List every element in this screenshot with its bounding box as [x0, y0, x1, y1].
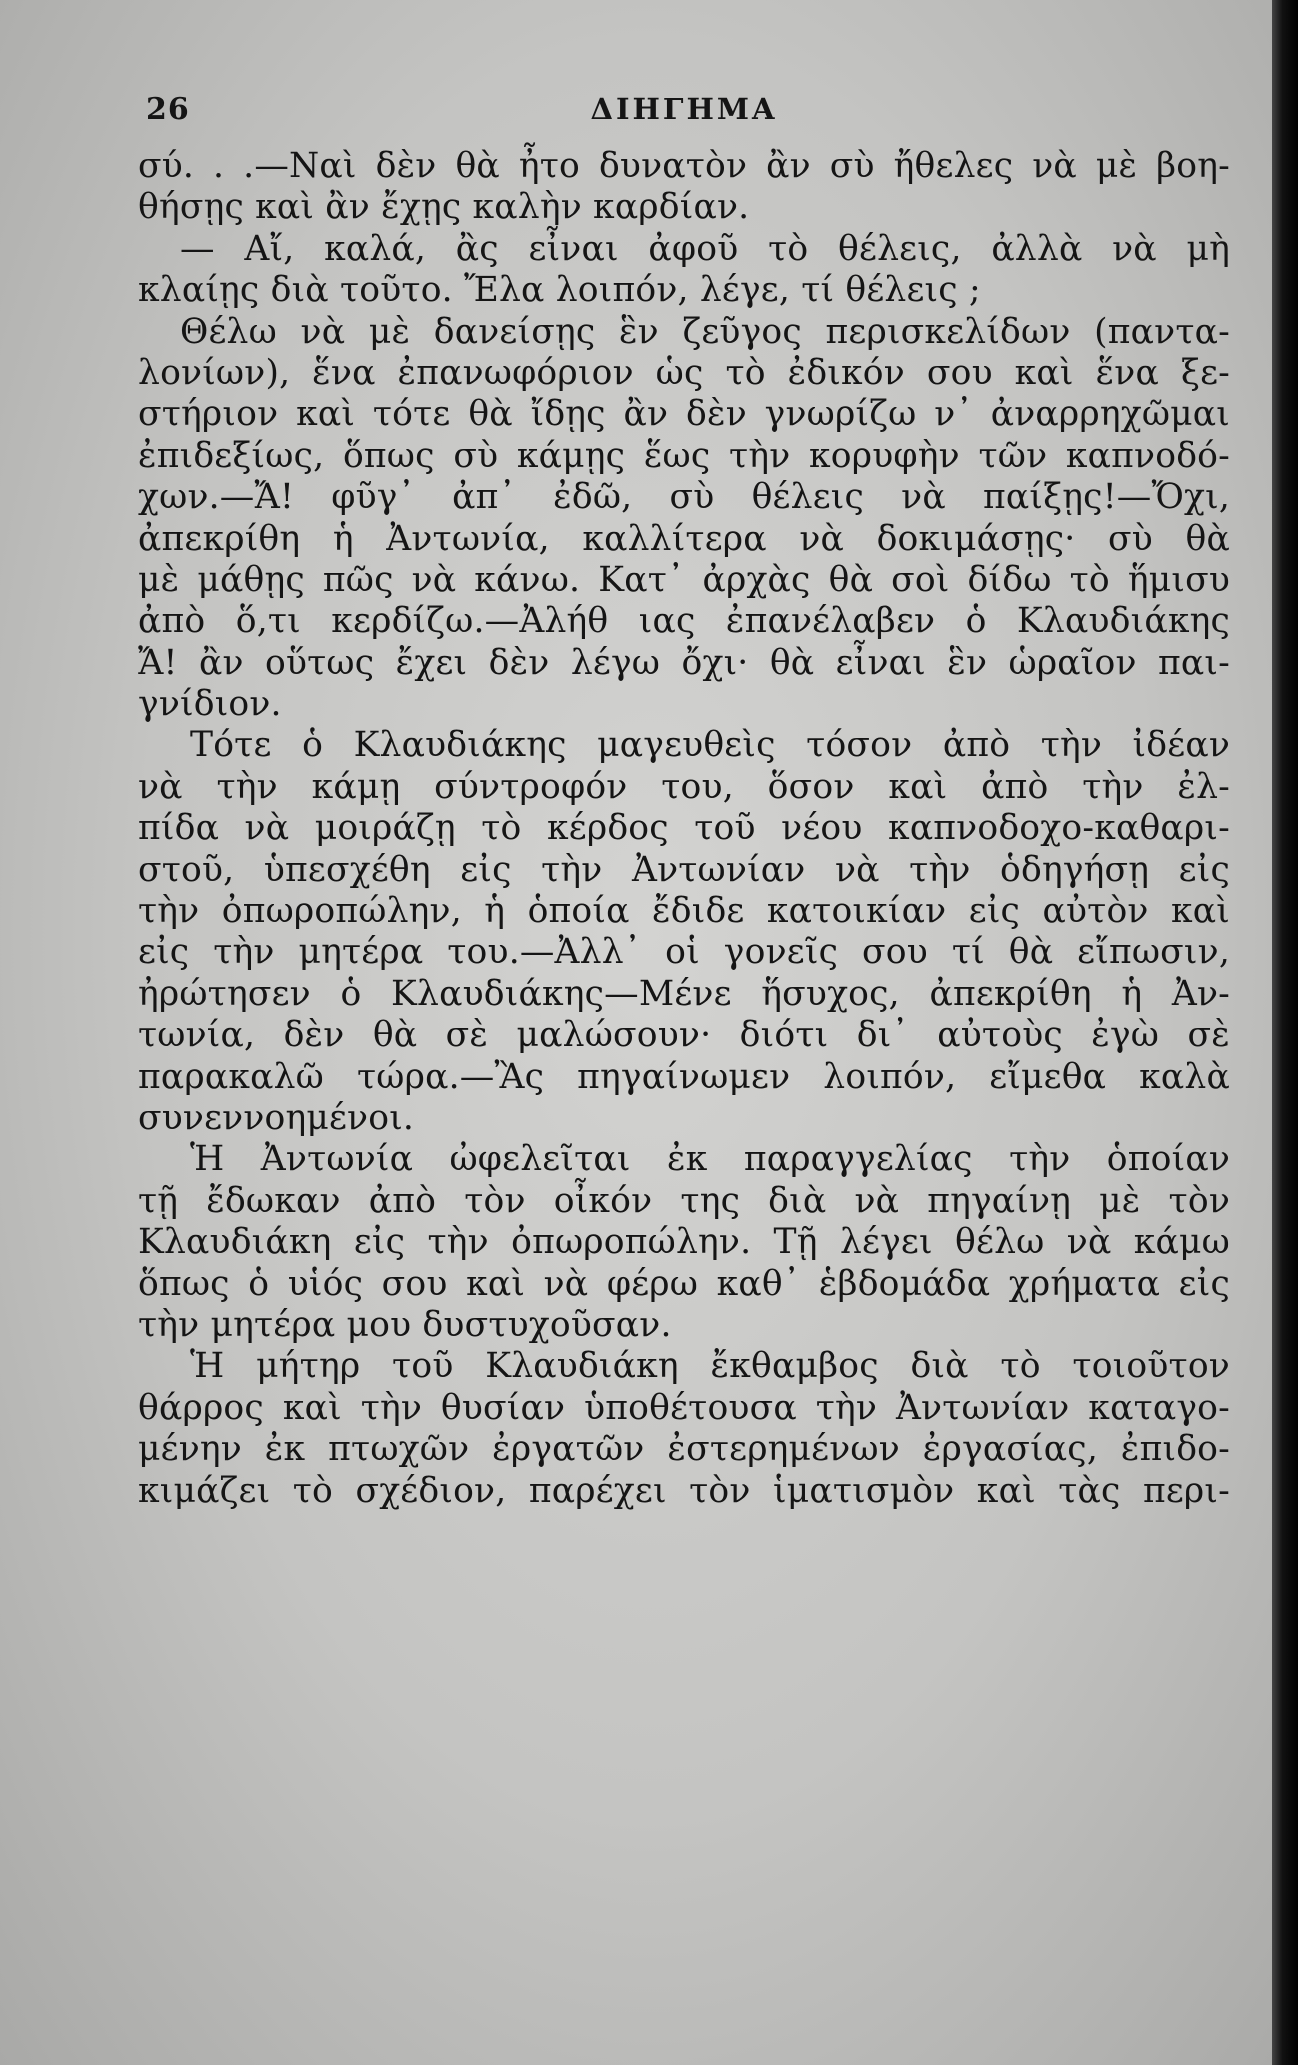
text-line: σύ. . .—Ναὶ δὲν θὰ ἦτο δυνατὸν ἂν σὺ ἤθελες νὰ μὲ βοη-: [138, 146, 1230, 186]
text-line: μένην ἐκ πτωχῶν ἐργατῶν ἐστερημένων ἐργασίας, ἐπιδο-: [138, 1429, 1230, 1470]
text-line: Ἡ Ἀντωνία ὠφελεῖται ἐκ παραγγελίας τὴν ὁποίαν: [190, 1139, 1230, 1180]
text-line: ὅπως ὁ υἱός σου καὶ νὰ φέρω καθ᾽ ἑβδομάδα χρήματα εἰς: [138, 1263, 1230, 1304]
text-line: θήσῃς καὶ ἂν ἔχῃς καλὴν καρδίαν.: [138, 187, 750, 228]
text-line: τὴν μητέρα μου δυστυχοῦσαν.: [138, 1304, 672, 1345]
page-number: 26: [146, 92, 190, 127]
text-line: στοῦ, ὑπεσχέθη εἰς τὴν Ἀντωνίαν νὰ τὴν ὁδηγήσῃ εἰς: [138, 849, 1230, 890]
text-line: πίδα νὰ μοιράζῃ τὸ κέρδος τοῦ νέου καπνοδοχο-καθαρι-: [138, 808, 1230, 849]
text-line: Κλαυδιάκη εἰς τὴν ὀπωροπώλην. Τῇ λέγει θέλω νὰ κάμω: [138, 1222, 1230, 1263]
text-line: ἠρώτησεν ὁ Κλαυδιάκης—Μένε ἥσυχος, ἀπεκρίθη ἡ Ἀν-: [138, 973, 1230, 1014]
text-line: μὲ μάθῃς πῶς νὰ κάνω. Κατ᾽ ἀρχὰς θὰ σοὶ δίδω τὸ ἥμισυ: [138, 559, 1230, 600]
body-text: [138, 146, 1230, 1512]
text-line: Θέλω νὰ μὲ δανείσῃς ἓν ζεῦγος περισκελίδων (παντα-: [180, 311, 1230, 352]
text-line: χων.—Ἄ! φῦγ᾽ ἀπ᾽ ἐδῶ, σὺ θέλεις νὰ παίξῃς!—Ὄχι,: [138, 477, 1230, 518]
book-page: [138, 92, 1230, 1512]
text-line: — Αἴ, καλά, ἂς εἶναι ἀφοῦ τὸ θέλεις, ἀλλὰ νὰ μὴ: [180, 228, 1230, 269]
text-line: νὰ τὴν κάμῃ σύντροφόν του, ὅσον καὶ ἀπὸ τὴν ἐλ-: [138, 766, 1230, 807]
text-line: στήριον καὶ τότε θὰ ἴδῃς ἂν δὲν γνωρίζω ν᾽ ἀναρρηχῶμαι: [138, 394, 1230, 435]
text-line: εἰς τὴν μητέρα του.—Ἀλλ᾽ οἱ γονεῖς σου τί θὰ εἴπωσιν,: [138, 932, 1230, 973]
text-line: Τότε ὁ Κλαυδιάκης μαγευθεὶς τόσον ἀπὸ τὴν ἰδέαν: [190, 725, 1230, 766]
text-line: Ἡ μήτηρ τοῦ Κλαυδιάκη ἔκθαμβος διὰ τὸ τοιοῦτον: [190, 1346, 1230, 1387]
running-head: [138, 92, 1230, 138]
text-line: κιμάζει τὸ σχέδιον, παρέχει τὸν ἱματισμὸν καὶ τὰς περι-: [138, 1470, 1230, 1511]
text-line: τωνία, δὲν θὰ σὲ μαλώσουν· διότι δι᾽ αὐτοὺς ἐγὼ σὲ: [138, 1015, 1230, 1056]
text-line: λονίων), ἕνα ἐπανωφόριον ὡς τὸ ἐδικόν σου καὶ ἕνα ξε-: [138, 352, 1230, 393]
running-title: ΔΙΗΓΗΜΑ: [590, 92, 778, 126]
text-line: κλαίῃς διὰ τοῦτο. Ἔλα λοιπόν, λέγε, τί θέλεις ;: [138, 270, 981, 311]
text-line: συνεννοημένοι.: [138, 1097, 415, 1138]
text-line: τῇ ἔδωκαν ἀπὸ τὸν οἶκόν της διὰ νὰ πηγαίνῃ μὲ τὸν: [138, 1180, 1230, 1221]
text-line: ἀπὸ ὅ,τι κερδίζω.—Ἀλήθ ιας ἐπανέλαβεν ὁ Κλαυδιάκης: [138, 601, 1230, 642]
text-line: ἀπεκρίθη ἡ Ἀντωνία, καλλίτερα νὰ δοκιμάσῃς· σὺ θὰ: [138, 518, 1230, 559]
page-edge-shadow: [1272, 0, 1298, 2065]
text-line: παρακαλῶ τώρα.—Ἂς πηγαίνωμεν λοιπόν, εἴμεθα καλὰ: [138, 1056, 1230, 1097]
text-line: Ἄ! ἂν οὕτως ἔχει δὲν λέγω ὄχι· θὰ εἶναι ἓν ὡραῖον παι-: [138, 642, 1230, 683]
text-line: ἐπιδεξίως, ὅπως σὺ κάμῃς ἕως τὴν κορυφὴν τῶν καπνοδό-: [138, 435, 1230, 476]
text-line: θάρρος καὶ τὴν θυσίαν ὑποθέτουσα τὴν Ἀντωνίαν καταγο-: [138, 1387, 1230, 1428]
text-line: γνίδιον.: [138, 684, 282, 725]
text-line: τὴν ὀπωροπώλην, ἡ ὁποία ἔδιδε κατοικίαν εἰς αὐτὸν καὶ: [138, 891, 1230, 932]
